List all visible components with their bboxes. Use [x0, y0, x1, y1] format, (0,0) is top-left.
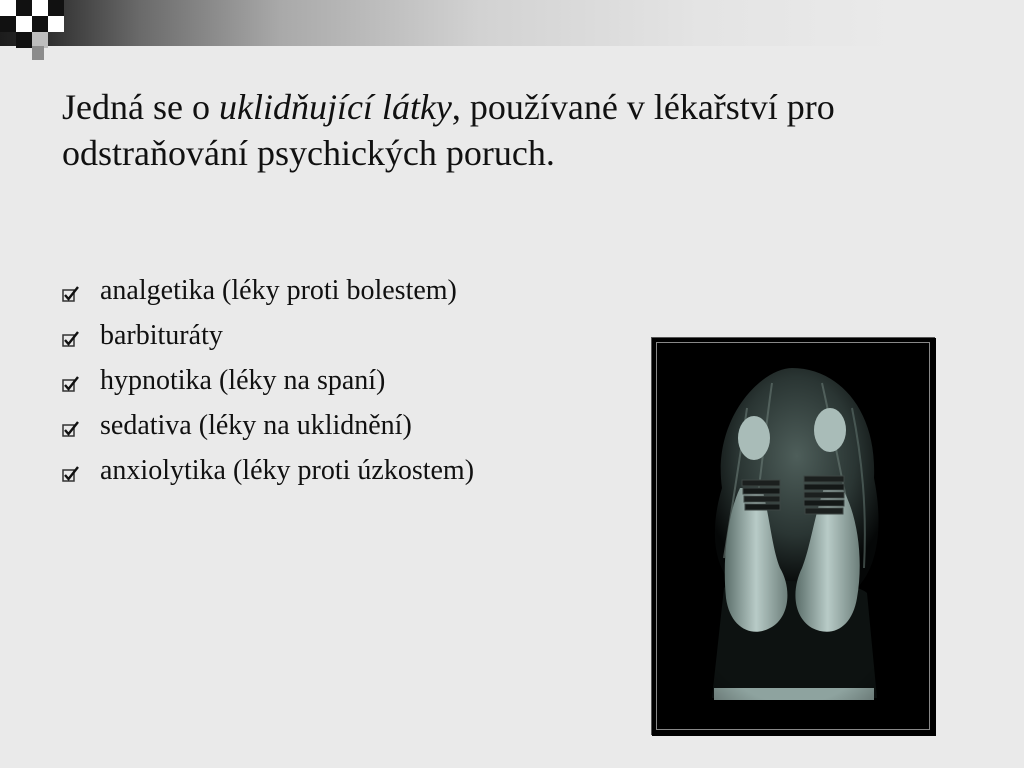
list-item-label: barbituráty [100, 319, 223, 351]
checker-pattern [0, 0, 80, 62]
checkbox-icon [62, 466, 80, 482]
list-item-label: sedativa (léky na uklidnění) [100, 409, 412, 441]
top-decorative-band [0, 0, 1024, 46]
distressed-person-photo [651, 337, 935, 735]
list-item [62, 358, 474, 403]
list-item-label: anxiolytika (léky proti úzkostem) [100, 454, 475, 486]
checkbox-icon [62, 286, 80, 302]
title-emphasis: uklidňující látky [218, 87, 452, 127]
list-item [62, 448, 474, 493]
list-item [62, 313, 474, 358]
list-item [62, 268, 474, 313]
substance-list [62, 268, 474, 493]
list-item-label: hypnotika (léky na spaní) [100, 364, 386, 396]
photo-inner-border [656, 342, 930, 730]
checkbox-icon [62, 376, 80, 392]
title-suffix: , používané v lékařství pro odstraňování psychických poruch. [62, 87, 835, 173]
slide-title [62, 84, 982, 176]
checkbox-icon [62, 421, 80, 437]
checkbox-icon [62, 331, 80, 347]
title-prefix: Jedná se o [62, 87, 219, 127]
list-item [62, 403, 474, 448]
list-item-label: analgetika (léky proti bolestem) [100, 274, 457, 306]
